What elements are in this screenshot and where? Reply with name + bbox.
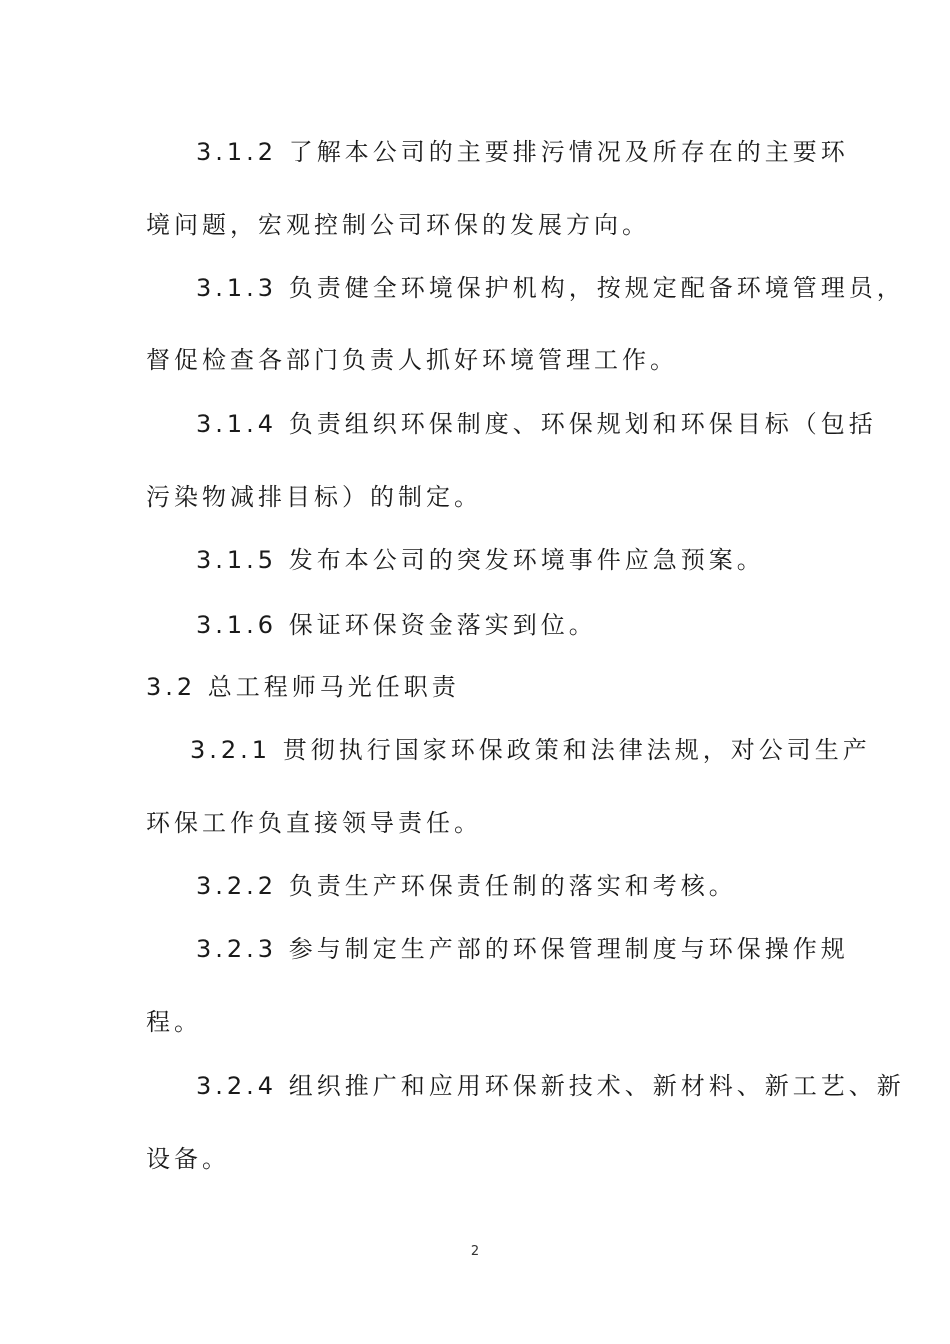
paragraph-3-1-5: 3.1.5 发布本公司的突发环境事件应急预案。 bbox=[196, 546, 765, 574]
paragraph-3-2-3-line-1: 3.2.3 参与制定生产部的环保管理制度与环保操作规 bbox=[196, 935, 849, 963]
paragraph-3-2-1-line-1: 3.2.1 贯彻执行国家环保政策和法律法规，对公司生产 bbox=[190, 736, 871, 764]
paragraph-3-1-3-line-1: 3.1.3 负责健全环境保护机构，按规定配备环境管理员， bbox=[196, 274, 905, 302]
paragraph-3-1-4-line-2: 污染物减排目标）的制定。 bbox=[146, 483, 482, 511]
paragraph-3-2-1-line-2: 环保工作负直接领导责任。 bbox=[146, 809, 482, 837]
paragraph-3-2-4-line-2: 设备。 bbox=[146, 1145, 230, 1173]
paragraph-3-2-2: 3.2.2 负责生产环保责任制的落实和考核。 bbox=[196, 872, 737, 900]
paragraph-3-2-3-line-2: 程。 bbox=[146, 1008, 202, 1036]
page-number: 2 bbox=[470, 1244, 480, 1259]
paragraph-3-2-4-line-1: 3.2.4 组织推广和应用环保新技术、新材料、新工艺、新 bbox=[196, 1072, 905, 1100]
paragraph-3-1-2-line-2: 境问题，宏观控制公司环保的发展方向。 bbox=[146, 211, 650, 239]
paragraph-3-1-3-line-2: 督促检查各部门负责人抓好环境管理工作。 bbox=[146, 346, 678, 374]
paragraph-3-1-2-line-1: 3.1.2 了解本公司的主要排污情况及所存在的主要环 bbox=[196, 138, 849, 166]
section-heading-3-2: 3.2 总工程师马光任职责 bbox=[146, 673, 460, 701]
paragraph-3-1-4-line-1: 3.1.4 负责组织环保制度、环保规划和环保目标（包括 bbox=[196, 410, 877, 438]
paragraph-3-1-6: 3.1.6 保证环保资金落实到位。 bbox=[196, 611, 597, 639]
